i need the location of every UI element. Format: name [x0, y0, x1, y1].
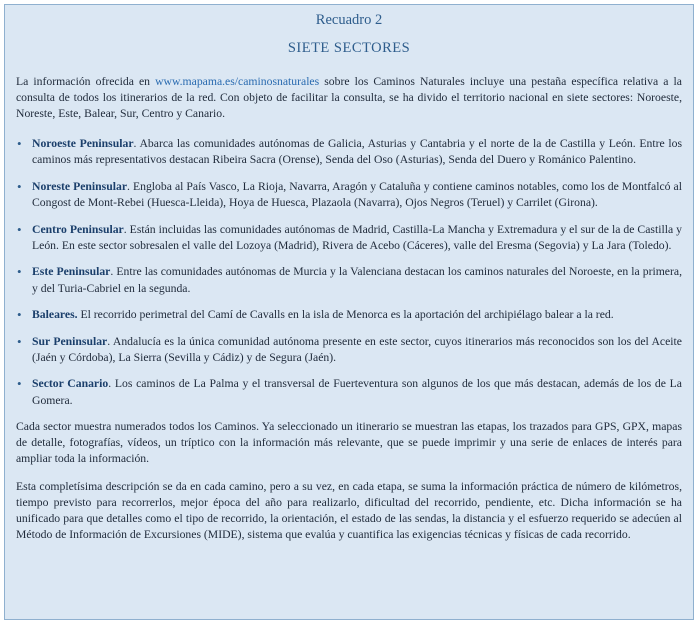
- sector-term: Noroeste Peninsular: [32, 137, 134, 150]
- list-item: [16, 334, 682, 367]
- sector-text: . Están incluidas las comunidades autónomas de Madrid, Castilla-La Mancha y Extremadura y el sur de la de Castilla y León. En este sector sobresalen el valle del Lozoya (Madrid), Rivera de Acebo (Cáceres), valle del Eresma (Segovia) y La Jara (Toledo).: [32, 222, 682, 253]
- sidebar-box: [4, 4, 694, 620]
- sector-term: Este Peninsular: [32, 265, 111, 279]
- sector-text: . Entre las comunidades autónomas de Murcia y la Valenciana destacan los caminos naturales del Noroeste, en la primera, y del Turia-Cabriel en la segunda.: [32, 265, 682, 295]
- sector-term: Centro Peninsular: [32, 222, 124, 236]
- list-item: [16, 264, 682, 297]
- bullet-icon: •: [17, 333, 22, 349]
- list-item: [16, 179, 682, 212]
- sector-text: . Andalucía es la única comunidad autónoma presente en este sector, cuyos itinerarios más reconocidos son los del Aceite (Jaén y Córdoba), La Sierra (Sevilla y Cádiz) y de Segura (Jaén).: [32, 334, 682, 365]
- intro-paragraph: [16, 74, 682, 122]
- bullet-icon: •: [17, 376, 22, 392]
- list-item: [16, 136, 682, 169]
- sector-text: . Abarca las comunidades autónomas de Galicia, Asturias y Cantabria y el norte de la de Castilla y León. Entre los caminos más representativos destacan Ribeira Sacra (Orense), Senda del Oso (Asturias), Senda del Duero y Románico Palentino.: [32, 137, 683, 167]
- outro-paragraph-1: Cada sector muestra numerados todos los Caminos. Ya seleccionado un itinerario se muestran las etapas, los trazados para GPS, GPX, mapas de detalle, fotografías, vídeos, un tríptico con la información más relevante, que se puede imprimir y una serie de enlaces de interés para ampliar toda la información.: [16, 420, 682, 466]
- sector-term: Sector Canario: [32, 377, 109, 391]
- sector-term: Sur Peninsular: [32, 334, 108, 348]
- bullet-icon: •: [17, 136, 22, 151]
- list-item: [16, 376, 682, 409]
- bullet-icon: •: [17, 221, 22, 237]
- sector-text: El recorrido perimetral del Camí de Cavalls en la isla de Menorca es la aportación del archipiélago balear a la red.: [77, 308, 614, 322]
- bullet-icon: •: [17, 178, 22, 194]
- sector-list: [16, 136, 682, 409]
- website-link[interactable]: www.mapama.es/caminosnaturales: [155, 75, 320, 88]
- outro-paragraph-2: Esta completísima descripción se da en cada camino, pero a su vez, en cada etapa, se suma la información práctica de número de kilómetros, tiempo previsto para recorrerlos, mejor época del año para realizarlo, dificultad del recorrido, pendiente, etc. Dicha información se ha unificado para que detalles como el tipo de recorrido, la orientación, el estado de las sendas, la distancia y el esfuerzo requerido se adecúen al Método de Información de Excursiones (MIDE), sistema que evalúa y cuantifica las exigencias técnicas y físicas de cada recorrido.: [16, 480, 682, 542]
- bullet-icon: •: [17, 264, 22, 280]
- sector-term: Baleares.: [32, 308, 78, 322]
- sector-text: . Los caminos de La Palma y el transversal de Fuerteventura son algunos de los que más destacan, además de los de La Gomera.: [32, 377, 682, 407]
- list-item: [16, 307, 682, 323]
- intro-post: sobre los Caminos Naturales incluye una pestaña específica relativa a la consulta de todos los itinerarios de la red. Con objeto de facilitar la consulta, se ha divido el territorio nacional en siete sectores: Noroeste, Noreste, Este, Balear, Sur, Centro y Canario.: [16, 75, 682, 120]
- list-item: [16, 222, 682, 255]
- sector-term: Noreste Peninsular: [32, 179, 128, 193]
- intro-pre: La información ofrecida en: [16, 75, 156, 88]
- bullet-icon: •: [17, 307, 22, 323]
- box-title: SIETE SECTORES: [287, 40, 411, 56]
- box-label: Recuadro 2: [315, 12, 383, 28]
- sector-text: . Engloba al País Vasco, La Rioja, Navarra, Aragón y Cataluña y contiene caminos notables, como los de Montfalcó al Congost de Mont-Rebei (Huesca-Lleida), Hoya de Huesca, Plazaola (Navarra), Ojos Negros (Teruel) y Carrilet (Girona).: [32, 179, 682, 210]
